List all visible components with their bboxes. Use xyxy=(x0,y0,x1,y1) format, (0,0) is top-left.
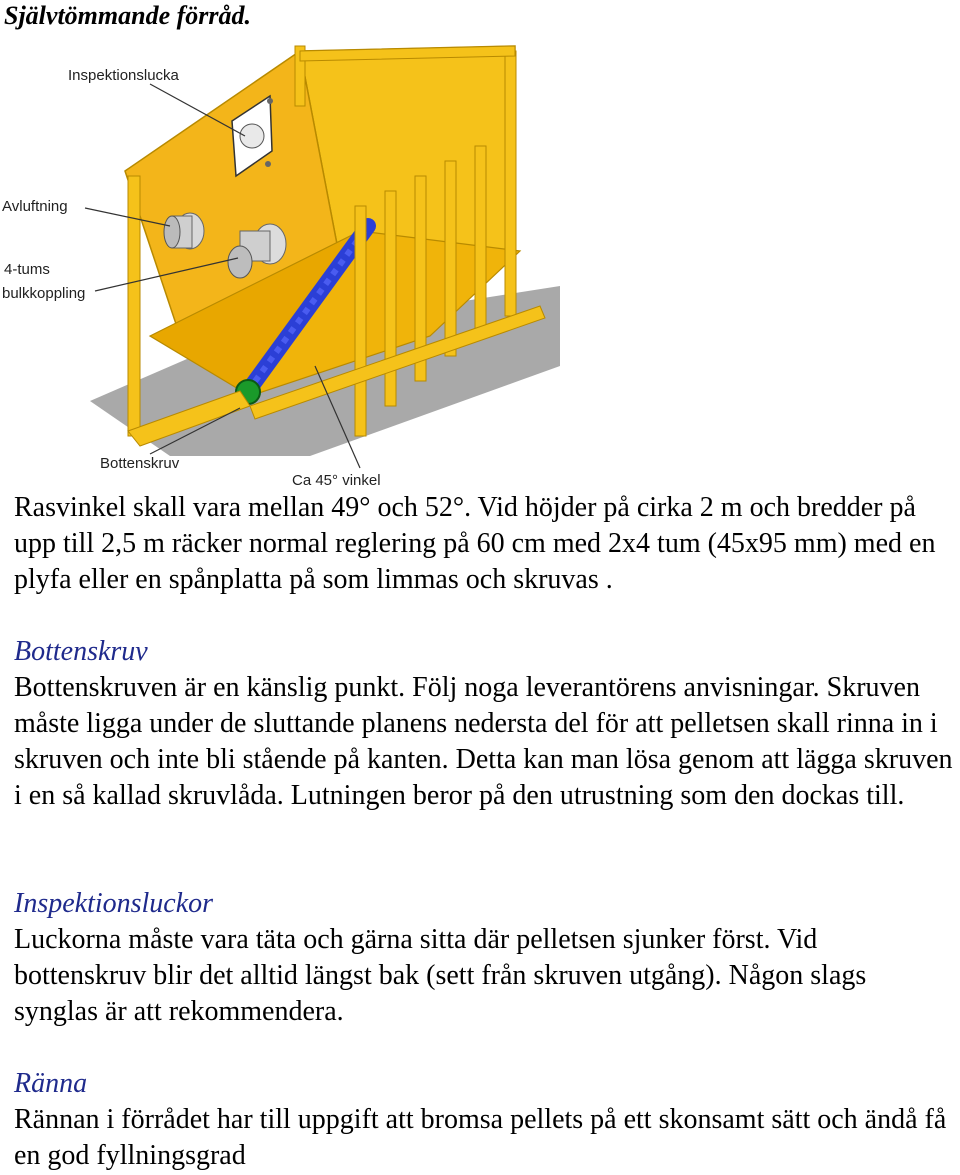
section-chute xyxy=(14,1066,954,1174)
label-inspection: Inspektionslucka xyxy=(68,67,179,84)
section-body: Bottenskruven är en känslig punkt. Följ noga leverantörens anvisningar. Skruven måste ligga under de sluttande planens nedersta del för att pelletsen skall rinna in i skruven och inte bli stående på kanten. Detta kan man lösa genom att lägga skruven i en så kallad skruvlåda. Lutningen beror på den utrustning som den dockas till. xyxy=(14,672,953,811)
section-heading: Ränna xyxy=(14,1068,88,1099)
section-heading: Bottenskruv xyxy=(14,636,148,667)
label-vent: Avluftning xyxy=(2,198,68,215)
label-bottom-screw: Bottenskruv xyxy=(100,455,180,472)
section-body: Rännan i förrådet har till uppgift att bromsa pellets på ett skonsamt sätt och ändå få en god fyllningsgrad xyxy=(14,1104,947,1171)
intro-text: Rasvinkel skall vara mellan 49° och 52°. Vid höjder på cirka 2 m och bredder på upp till 2,5 m räcker normal reglering på 60 cm med 2x4 tum (45x95 mm) med en plyfa eller en spånplatta på som limmas och skruvas . xyxy=(14,492,936,595)
section-bottom-screw xyxy=(14,634,954,814)
intro-paragraph xyxy=(14,490,954,598)
section-heading: Inspektionsluckor xyxy=(14,888,214,919)
page-title: Självtömmande förråd. xyxy=(4,1,252,30)
label-angle: Ca 45° vinkel xyxy=(292,472,381,489)
section-inspection-hatches xyxy=(14,886,954,1030)
storage-diagram xyxy=(0,36,560,496)
label-coupling-2: bulkkoppling xyxy=(2,285,86,302)
vent-pipe xyxy=(164,213,204,249)
label-coupling-1: 4-tums xyxy=(4,261,50,278)
storage-illustration xyxy=(0,36,560,496)
section-body: Luckorna måste vara täta och gärna sitta där pelletsen sjunker först. Vid bottenskruv blir det alltid längst bak (sett från skruven utgång). Någon slags synglas är att rekommendera. xyxy=(14,924,867,1027)
